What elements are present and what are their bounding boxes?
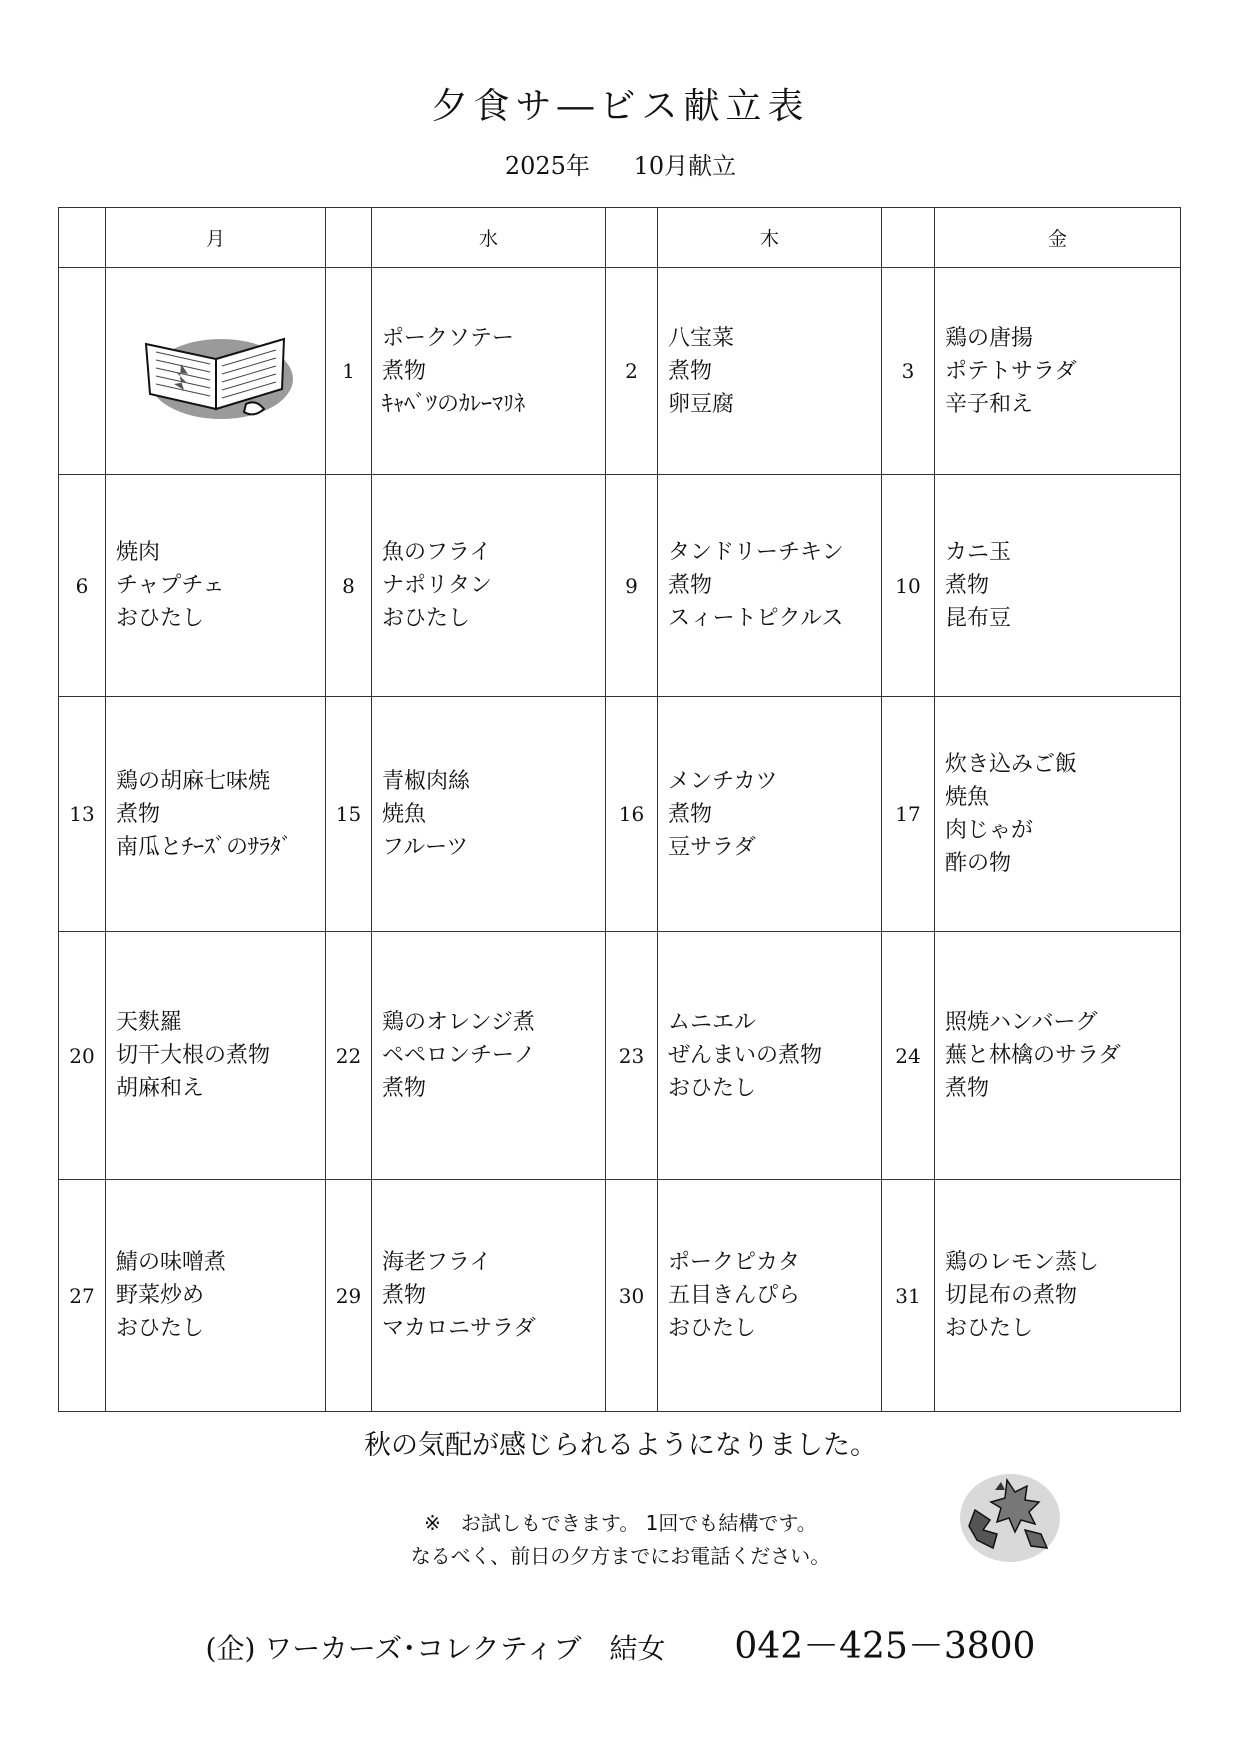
menu-period — [0, 146, 1241, 181]
week-row — [59, 1180, 1181, 1412]
day-date: 31 — [882, 1180, 935, 1412]
day-menu — [372, 932, 606, 1180]
menu-item: 焼魚 — [945, 785, 990, 810]
menu-item: 南瓜とﾁｰｽﾞのｻﾗﾀﾞ — [116, 834, 293, 860]
menu-item: メンチカツ — [668, 768, 778, 794]
menu-item: おひたし — [116, 606, 205, 631]
menu-item: ポークピカタ — [668, 1250, 801, 1275]
menu-item: 焼肉 — [116, 540, 161, 565]
menu-item: 焼魚 — [382, 801, 427, 827]
weekday-header-fri: 金 — [935, 208, 1181, 268]
menu-item: 煮物 — [116, 801, 161, 827]
day-menu — [935, 697, 1181, 932]
header-date-blank — [59, 208, 106, 268]
menu-item: 野菜炒め — [116, 1283, 205, 1308]
day-menu — [658, 932, 882, 1180]
header-date-blank — [882, 208, 935, 268]
weekday-header-wed: 水 — [372, 208, 606, 268]
seasonal-message: 秋の気配が感じられるようになりました。 — [364, 1430, 877, 1461]
menu-item: ポークソテー — [382, 325, 515, 351]
day-menu — [372, 268, 606, 475]
week-row — [59, 475, 1181, 697]
menu-item: おひたし — [668, 1316, 757, 1341]
footer — [0, 1618, 1241, 1669]
day-date: 22 — [326, 932, 372, 1180]
day-menu — [935, 268, 1181, 475]
menu-item: 煮物 — [668, 573, 713, 598]
day-date: 10 — [882, 475, 935, 697]
day-date: 15 — [326, 697, 372, 932]
menu-item: スィートピクルス — [668, 606, 844, 631]
header-date-blank — [326, 208, 372, 268]
menu-item: 辛子和え — [945, 391, 1034, 417]
day-menu — [658, 475, 882, 697]
menu-item: カニ玉 — [945, 540, 1012, 565]
day-date: 6 — [59, 475, 106, 697]
phone-number: 042－425－3800 — [734, 1626, 1036, 1667]
day-date: 17 — [882, 697, 935, 932]
day-date: 24 — [882, 932, 935, 1180]
organization-name: (企) ワーカーズ･コレクティブ 結女 — [205, 1632, 666, 1665]
day-date: 8 — [326, 475, 372, 697]
menu-item: ペペロンチーノ — [382, 1043, 536, 1068]
day-menu — [658, 268, 882, 475]
open-book-icon — [136, 314, 296, 424]
menu-item: 煮物 — [382, 1076, 427, 1101]
day-menu — [106, 475, 326, 697]
menu-item: 切干大根の煮物 — [116, 1043, 271, 1068]
menu-item: 八宝菜 — [668, 325, 735, 351]
day-menu — [935, 1180, 1181, 1412]
year-label: 2025年 — [504, 152, 590, 180]
day-date: 20 — [59, 932, 106, 1180]
header-date-blank — [606, 208, 658, 268]
day-date: 30 — [606, 1180, 658, 1412]
day-menu — [372, 697, 606, 932]
menu-item: 肉じゃが — [945, 818, 1034, 843]
menu-item: 魚のフライ — [382, 540, 492, 565]
day-date: 3 — [882, 268, 935, 475]
day-date: 23 — [606, 932, 658, 1180]
menu-item: 蕪と林檎のサラダ — [945, 1043, 1121, 1068]
day-date: 1 — [326, 268, 372, 475]
menu-item: 鯖の味噌煮 — [116, 1250, 227, 1275]
menu-item: ｷｬﾍﾞﾂのｶﾚｰﾏﾘﾈ — [382, 391, 526, 417]
day-menu — [372, 1180, 606, 1412]
menu-item: フルーツ — [382, 834, 469, 860]
day-date: 2 — [606, 268, 658, 475]
menu-item: 海老フライ — [382, 1250, 492, 1275]
menu-item: 煮物 — [945, 1076, 990, 1101]
day-menu — [935, 475, 1181, 697]
day-date: 29 — [326, 1180, 372, 1412]
day-date — [59, 268, 106, 475]
menu-item: 鶏の胡麻七味焼 — [116, 768, 271, 794]
menu-item: 五目きんぴら — [668, 1283, 801, 1308]
menu-table — [58, 207, 1181, 1412]
day-date: 13 — [59, 697, 106, 932]
menu-item: おひたし — [945, 1316, 1034, 1341]
menu-cell-illustration — [106, 268, 326, 475]
month-label: 10月献立 — [633, 152, 737, 180]
menu-item: 炊き込みご飯 — [945, 752, 1078, 777]
menu-item: 煮物 — [382, 1283, 427, 1308]
menu-item: 天麩羅 — [116, 1010, 183, 1035]
menu-item: チャプチェ — [116, 573, 225, 598]
menu-item: ポテトサラダ — [945, 358, 1077, 384]
day-menu — [935, 932, 1181, 1180]
menu-item: 煮物 — [668, 801, 713, 827]
day-date: 27 — [59, 1180, 106, 1412]
menu-item: 鶏のレモン蒸し — [945, 1250, 1100, 1275]
day-date: 16 — [606, 697, 658, 932]
menu-item: 卵豆腐 — [668, 391, 735, 417]
menu-item: 豆サラダ — [668, 834, 756, 860]
notes — [0, 1507, 1241, 1573]
weekday-header-mon: 月 — [106, 208, 326, 268]
menu-item: 煮物 — [382, 358, 427, 384]
day-menu — [106, 1180, 326, 1412]
week-row — [59, 932, 1181, 1180]
menu-item: おひたし — [382, 606, 471, 631]
week-row — [59, 697, 1181, 932]
note-line: なるべく、前日の夕方までにお電話ください。 — [410, 1544, 831, 1568]
menu-item: 胡麻和え — [116, 1076, 205, 1101]
menu-item: 昆布豆 — [945, 606, 1012, 631]
day-menu — [658, 1180, 882, 1412]
menu-item: マカロニサラダ — [382, 1316, 536, 1341]
menu-item: 煮物 — [945, 573, 990, 598]
menu-item: タンドリーチキン — [668, 540, 844, 565]
day-menu — [372, 475, 606, 697]
day-menu — [658, 697, 882, 932]
menu-item: ナポリタン — [382, 573, 493, 598]
menu-item: 鶏のオレンジ煮 — [382, 1010, 535, 1035]
menu-item: 酢の物 — [945, 851, 1012, 876]
menu-item: ぜんまいの煮物 — [668, 1043, 823, 1068]
menu-item: 青椒肉絲 — [382, 768, 471, 794]
weekday-header-row — [59, 208, 1181, 268]
menu-item: 照焼ハンバーグ — [945, 1010, 1098, 1035]
page-title: 夕食サ―ビス献立表 — [431, 86, 810, 127]
menu-item: 切昆布の煮物 — [945, 1283, 1078, 1308]
day-date: 9 — [606, 475, 658, 697]
weekday-header-thu: 木 — [658, 208, 882, 268]
note-line: ※ お試しもできます。 1回でも結構です。 — [424, 1511, 817, 1535]
menu-item: おひたし — [116, 1316, 205, 1341]
menu-item: おひたし — [668, 1076, 757, 1101]
day-menu — [106, 932, 326, 1180]
menu-item: 煮物 — [668, 358, 713, 384]
week-row — [59, 268, 1181, 475]
menu-item: ムニエル — [668, 1010, 757, 1035]
day-menu — [106, 697, 326, 932]
menu-item: 鶏の唐揚 — [945, 325, 1034, 351]
